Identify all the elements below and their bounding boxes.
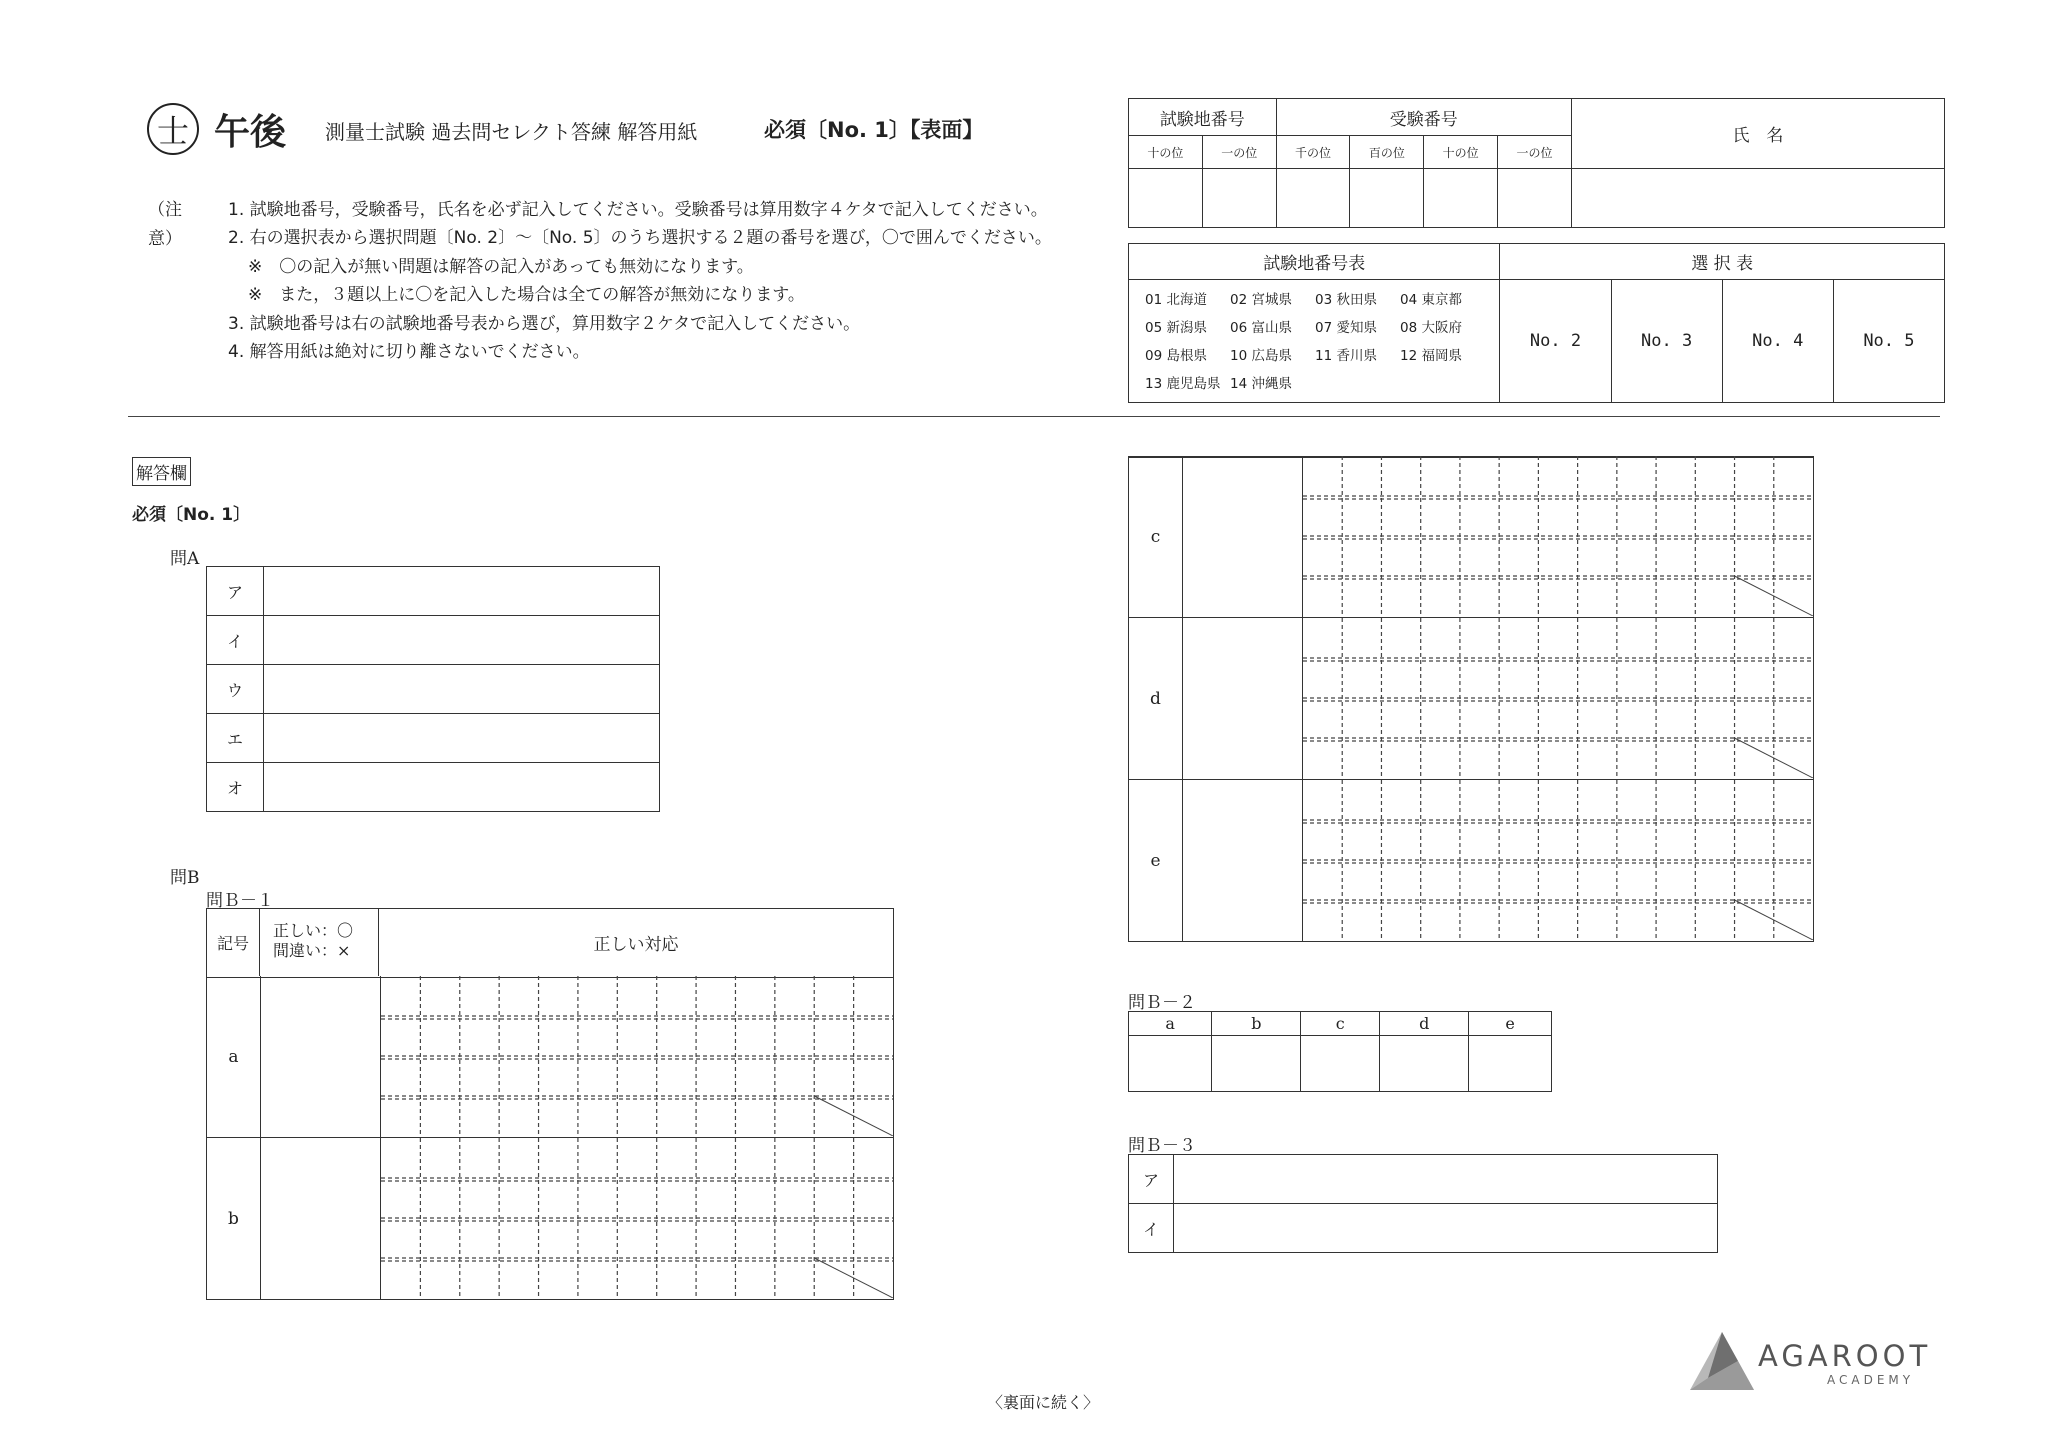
selection-no4[interactable]: No. 4 <box>1722 280 1833 403</box>
mondai-a-answer-field[interactable] <box>264 665 660 714</box>
site-code: 02 宮城県 <box>1230 292 1292 308</box>
exam-number-header: 受験番号 <box>1276 99 1571 136</box>
notes-label: （注意） <box>148 200 182 249</box>
mondai-a-table <box>206 566 660 812</box>
note-line: ※ 〇の記入が無い問題は解答の記入があっても無効になります。 <box>248 257 754 277</box>
b2-answer-field[interactable] <box>1301 1036 1380 1092</box>
selection-table-title: 選 択 表 <box>1500 244 1945 280</box>
mondai-b2-label: 問Ｂ－２ <box>1128 993 1196 1013</box>
site-code: 05 新潟県 <box>1145 320 1207 336</box>
site-code: 12 福岡県 <box>1400 348 1462 364</box>
site-code-list <box>1129 280 1500 403</box>
mondai-a-label: 問A <box>170 549 200 569</box>
mondai-a-key: ア <box>207 567 264 616</box>
exam-site-digit-field[interactable] <box>1202 169 1276 228</box>
b1-writing-grid[interactable] <box>1303 618 1813 778</box>
name-header: 氏 名 <box>1571 99 1944 169</box>
b2-answer-field[interactable] <box>1129 1036 1212 1092</box>
site-code: 13 鹿児島県 <box>1145 376 1221 392</box>
mondai-a-key: エ <box>207 714 264 763</box>
site-code: 03 秋田県 <box>1315 292 1377 308</box>
mondai-a-answer-field[interactable] <box>264 714 660 763</box>
section-divider <box>128 416 1940 417</box>
b1-marubatsu-field[interactable] <box>261 1138 381 1300</box>
b1-answer-row <box>1128 456 1814 618</box>
b1-row-key: d <box>1129 618 1183 780</box>
b2-col-header: a <box>1129 1012 1212 1036</box>
agaroot-logo-icon <box>1688 1330 1756 1392</box>
b3-answer-field[interactable] <box>1174 1155 1718 1204</box>
selection-no2[interactable]: No. 2 <box>1500 280 1611 403</box>
site-code: 10 広島県 <box>1230 348 1292 364</box>
answer-section-label: 解答欄 <box>132 457 191 486</box>
b1-answer-row <box>206 1138 894 1300</box>
session-label: 午後 <box>214 112 287 153</box>
place-label: 千の位 <box>1276 136 1350 169</box>
site-code: 08 大阪府 <box>1400 320 1462 336</box>
mondai-b-label: 問B <box>170 868 200 888</box>
b1-header-taio: 正しい対応 <box>593 935 679 955</box>
place-label: 百の位 <box>1350 136 1424 169</box>
b1-row-key: e <box>1129 780 1183 942</box>
b1-marubatsu-field[interactable] <box>261 976 381 1138</box>
place-label: 十の位 <box>1129 136 1203 169</box>
b1-row-key: b <box>207 1138 261 1300</box>
b1-answer-row <box>1128 780 1814 942</box>
site-code: 06 富山県 <box>1230 320 1292 336</box>
site-code: 07 愛知県 <box>1315 320 1377 336</box>
logo-sub: ACADEMY <box>1827 1373 1915 1387</box>
b1-header <box>206 908 894 978</box>
exam-number-digit-field[interactable] <box>1350 169 1424 228</box>
b2-col-header: d <box>1380 1012 1469 1036</box>
b1-marubatsu-field[interactable] <box>1183 780 1303 942</box>
name-field[interactable] <box>1571 169 1944 228</box>
b1-row-key: a <box>207 976 261 1138</box>
mondai-a-answer-field[interactable] <box>264 616 660 665</box>
b1-marubatsu-field[interactable] <box>1183 618 1303 780</box>
logo-name: AGAROOT <box>1758 1339 1932 1373</box>
mondai-a-key: ウ <box>207 665 264 714</box>
required-title: 必須〔No. 1〕【表面】 <box>764 118 984 142</box>
site-code: 14 沖縄県 <box>1230 376 1292 392</box>
b1-answer-row <box>1128 618 1814 780</box>
exam-number-digit-field[interactable] <box>1424 169 1498 228</box>
mondai-a-answer-field[interactable] <box>264 567 660 616</box>
note-line: ※ また，３題以上に〇を記入した場合は全ての解答が無効になります。 <box>248 285 805 305</box>
note-line: 4. 解答用紙は絶対に切り離さないでください。 <box>228 342 590 362</box>
place-label: 十の位 <box>1424 136 1498 169</box>
b1-header-marubatsu <box>259 909 379 976</box>
site-code: 11 香川県 <box>1315 348 1377 364</box>
exam-site-header: 試験地番号 <box>1129 99 1277 136</box>
place-label: 一の位 <box>1202 136 1276 169</box>
sheet-subtitle: 測量士試験 過去問セレクト答練 解答用紙 <box>325 120 698 144</box>
b1-answer-row <box>206 976 894 1138</box>
b1-header-maru: 正しい：〇 <box>273 921 354 940</box>
b2-col-header: c <box>1301 1012 1380 1036</box>
exam-site-digit-field[interactable] <box>1129 169 1203 228</box>
note-line: 2. 右の選択表から選択問題〔No. 2〕～〔No. 5〕のうち選択する２題の番号を選び，〇で囲んでください。 <box>228 228 1052 248</box>
code-table <box>1128 243 1945 403</box>
place-label: 一の位 <box>1498 136 1572 169</box>
b2-col-header: e <box>1469 1012 1552 1036</box>
mondai-a-key: イ <box>207 616 264 665</box>
id-table <box>1128 98 1945 228</box>
b1-writing-grid[interactable] <box>381 1138 893 1298</box>
b3-answer-field[interactable] <box>1174 1204 1718 1253</box>
continue-footer: 〈裏面に続く〉 <box>987 1393 1100 1412</box>
b1-writing-grid[interactable] <box>1303 780 1813 940</box>
site-code: 04 東京都 <box>1400 292 1462 308</box>
note-line: 3. 試験地番号は右の試験地番号表から選び，算用数字２ケタで記入してください。 <box>228 314 861 334</box>
b2-answer-field[interactable] <box>1469 1036 1552 1092</box>
b1-row-key: c <box>1129 456 1183 618</box>
mondai-b1-label: 問Ｂ－１ <box>206 891 274 911</box>
site-code-table-title: 試験地番号表 <box>1129 244 1500 280</box>
shi-badge: 士 <box>147 103 199 155</box>
note-line: 1. 試験地番号，受験番号，氏名を必ず記入してください。受験番号は算用数字４ケタで記入してください。 <box>228 200 1048 220</box>
b1-writing-grid[interactable] <box>381 976 893 1136</box>
b3-key: ア <box>1129 1155 1174 1204</box>
selection-no5[interactable]: No. 5 <box>1833 280 1944 403</box>
b2-answer-field[interactable] <box>1212 1036 1301 1092</box>
site-code: 01 北海道 <box>1145 292 1207 308</box>
site-code: 09 島根県 <box>1145 348 1207 364</box>
b2-col-header: b <box>1212 1012 1301 1036</box>
b3-key: イ <box>1129 1204 1174 1253</box>
exam-number-digit-field[interactable] <box>1276 169 1350 228</box>
b1-header-batsu: 間違い：× <box>273 941 351 960</box>
selection-no3[interactable]: No. 3 <box>1611 280 1722 403</box>
mondai-b3-table <box>1128 1154 1718 1253</box>
mondai-b3-label: 問Ｂ－３ <box>1128 1136 1196 1156</box>
mondai-a-key: オ <box>207 763 264 812</box>
b1-marubatsu-field[interactable] <box>1183 456 1303 618</box>
required-question-label: 必須〔No. 1〕 <box>132 505 251 525</box>
exam-number-digit-field[interactable] <box>1498 169 1572 228</box>
b1-writing-grid[interactable] <box>1303 456 1813 616</box>
mondai-b2-table <box>1128 1011 1552 1092</box>
b2-answer-field[interactable] <box>1380 1036 1469 1092</box>
b1-header-kigo: 記号 <box>207 909 260 976</box>
mondai-a-answer-field[interactable] <box>264 763 660 812</box>
